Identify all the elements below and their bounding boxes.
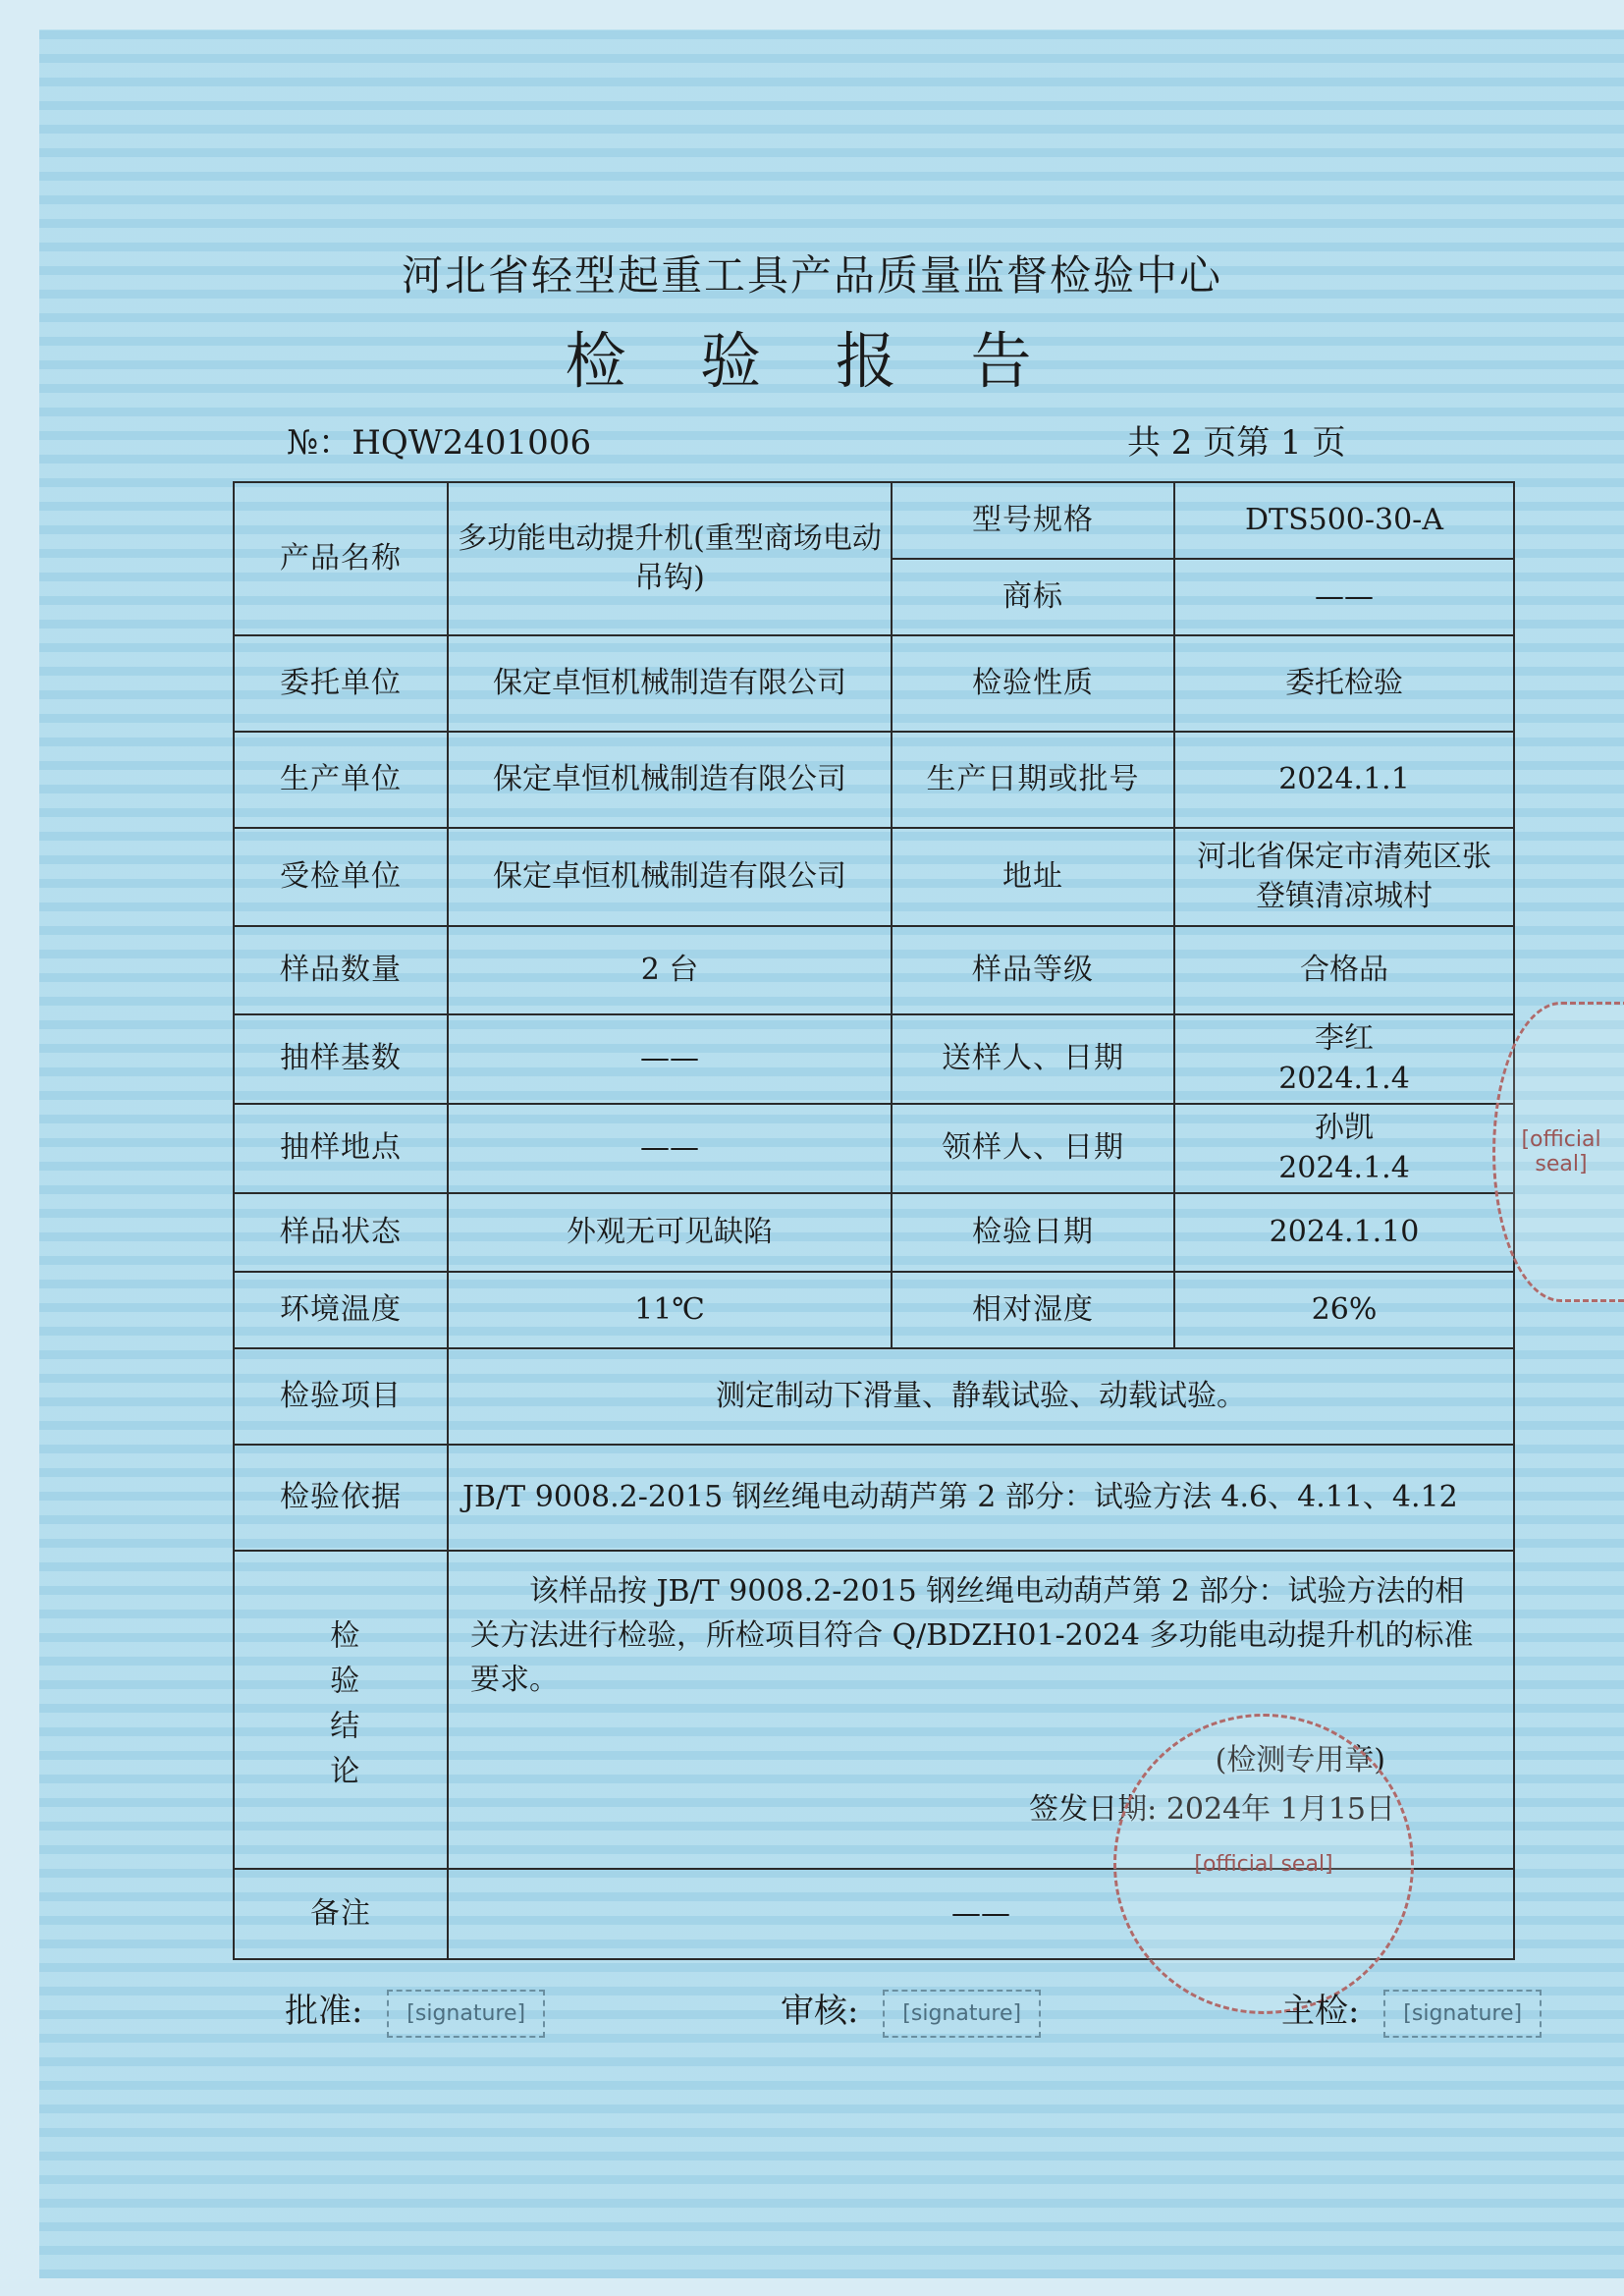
production-date-label: 生产日期或批号 (892, 732, 1174, 828)
inspector-signature-block (1281, 1984, 1542, 2038)
remarks-label: 备注 (234, 1869, 448, 1959)
stamp-note: (检测专用章) (1215, 1743, 1385, 1777)
sampling-place-label: 抽样地点 (234, 1104, 448, 1193)
seal-placeholder: [official seal] (1113, 1714, 1414, 2014)
sampling-base-value: —— (448, 1014, 892, 1104)
model-label: 型号规格 (892, 482, 1174, 559)
sender-date: 2024.1.4 (1278, 1061, 1410, 1096)
items-value: 测定制动下滑量、静载试验、动载试验。 (448, 1348, 1514, 1445)
inspection-type-label: 检验性质 (892, 635, 1174, 732)
remarks-value: —— (448, 1869, 1514, 1959)
report-number-label: №： (287, 423, 352, 463)
conclusion-label: 检验结论 (324, 1619, 359, 1800)
address-label: 地址 (892, 828, 1174, 926)
client-value: 保定卓恒机械制造有限公司 (448, 635, 892, 732)
report-number-value: HQW2401006 (352, 423, 592, 463)
inspected-unit-label: 受检单位 (234, 828, 448, 926)
humidity-label: 相对湿度 (892, 1272, 1174, 1348)
client-label: 委托单位 (234, 635, 448, 732)
receiver-label: 领样人、日期 (892, 1104, 1174, 1193)
issue-date-year: 2024 (1165, 1792, 1242, 1827)
manufacturer-label: 生产单位 (234, 732, 448, 828)
product-name-value: 多功能电动提升机(重型商场电动吊钩) (448, 482, 892, 635)
sample-grade-value: 合格品 (1174, 926, 1514, 1014)
review-signature-block (781, 1984, 1041, 2038)
model-value: DTS500-30-A (1174, 482, 1514, 559)
sender-label: 送样人、日期 (892, 1014, 1174, 1104)
approve-signature-block (285, 1984, 545, 2038)
institution-name: 河北省轻型起重工具产品质量监督检验中心 (401, 251, 1222, 300)
trademark-value: —— (1174, 559, 1514, 635)
receiver-cell (1174, 1104, 1514, 1193)
sampling-place-value: —— (448, 1104, 892, 1193)
basis-value: JB/T 9008.2-2015 钢丝绳电动葫芦第 2 部分：试验方法 4.6、4.11、4.12 (448, 1445, 1514, 1551)
receiver-name: 孙凯 (1315, 1111, 1374, 1145)
sample-qty-label: 样品数量 (234, 926, 448, 1014)
signature-placeholder: [signature] (883, 1990, 1041, 2038)
sampling-base-label: 抽样基数 (234, 1014, 448, 1104)
sample-state-label: 样品状态 (234, 1193, 448, 1272)
sender-name: 李红 (1315, 1021, 1374, 1056)
inspection-date-label: 检验日期 (892, 1193, 1174, 1272)
receiver-date: 2024.1.4 (1278, 1150, 1410, 1185)
review-label: 审核: (781, 1992, 859, 2031)
inspection-date-value: 2024.1.10 (1174, 1193, 1514, 1272)
sample-grade-label: 样品等级 (892, 926, 1174, 1014)
approve-label: 批准: (285, 1992, 363, 2031)
production-date-value: 2024.1.1 (1174, 732, 1514, 828)
inspected-unit-value: 保定卓恒机械制造有限公司 (448, 828, 892, 926)
conclusion-label-cell (234, 1551, 448, 1869)
humidity-value: 26% (1174, 1272, 1514, 1348)
signature-placeholder: [signature] (387, 1990, 545, 2038)
inspection-type-value: 委托检验 (1174, 635, 1514, 732)
sample-state-value: 外观无可见缺陷 (448, 1193, 892, 1272)
issue-date-month: 1 (1279, 1792, 1299, 1827)
sender-cell (1174, 1014, 1514, 1104)
product-name-label: 产品名称 (234, 482, 448, 635)
issue-date-day: 15 (1327, 1792, 1366, 1827)
seal-placeholder-edge: [official seal] (1492, 1002, 1624, 1302)
page-info: 共 2 页第 1 页 (1127, 423, 1346, 463)
conclusion-text: 该样品按 JB/T 9008.2-2015 钢丝绳电动葫芦第 2 部分：试验方法的相关方法进行检验，所检项目符合 Q/BDZH01-2024 多功能电动提升机的标准要求。 (470, 1574, 1474, 1697)
trademark-label: 商标 (892, 559, 1174, 635)
manufacturer-value: 保定卓恒机械制造有限公司 (448, 732, 892, 828)
report-number (287, 415, 591, 464)
env-temp-label: 环境温度 (234, 1272, 448, 1348)
signature-placeholder: [signature] (1383, 1990, 1542, 2038)
issue-date-label: 签发日期: (1029, 1792, 1158, 1827)
items-label: 检验项目 (234, 1348, 448, 1445)
sample-qty-value: 2 台 (448, 926, 892, 1014)
env-temp-value: 11℃ (448, 1272, 892, 1348)
issue-date: 签发日期: 2024年 1月15日 (1029, 1792, 1395, 1827)
basis-label: 检验依据 (234, 1445, 448, 1551)
inspector-label: 主检: (1281, 1992, 1360, 2031)
address-value: 河北省保定市清苑区张登镇清凉城村 (1174, 828, 1514, 926)
report-title: 检 验 报 告 (565, 325, 1059, 397)
